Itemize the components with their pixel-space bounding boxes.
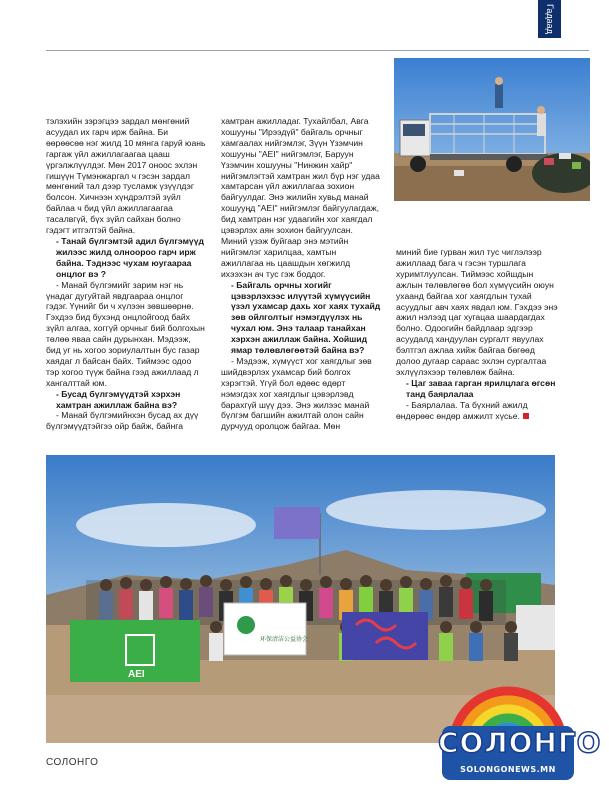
logo-wordmark: СОЛОНГО <box>438 726 602 759</box>
end-mark-icon <box>523 413 529 419</box>
paragraph: миний бие гурван жил тус чиглэлээр ажиллаад багa ч гэсэн туршлага хуримтлуулсан. Тиймээс хойшдын ажлын төлөвлөгөө бол хүмүүсийн оюун ухаанд байгаа хог хаягдлын тухай асуудлыг авч хаях явдал юм. Гэхдээ энэ ажил нэлээд цаг хугацаа шаардагдах болно. Одоогийн байдлаар эдгээр асуудалд хандуулан сургалт явуулах бэлтгэл ажлаа хийж байгаа бөгөөд долоо дугаар сараас эхлэн сургалтаа эхлүүлэхээр төлөвлөж байна. <box>396 247 558 377</box>
paragraph <box>396 400 560 422</box>
paragraph: - Манай бүлгэмийг зарим нэг нь үнадаг дугуйтай явдгаараа онцлог гэдэг. Үүнийг би ч хүлээн зөвшөөрнө. Гэхдээ бид бухэнд онцлойгоод байх зүйл алгаа, хоггүй орчныг бий болгохын төлөө явaa сайн дурынхан. Мэдээж, бид уг нь хогоо зориулалтын бус газар хаядаг л байсан байх. Тиймээс одоо тэр хогоо түүж байна гээд ажиллаад л хангалттай юм. <box>46 279 205 388</box>
banner-right <box>342 612 428 660</box>
paragraph: - Мэдээж, хүмүүст хог хаягдлыг зөв шийдвэрлэх ухамсар бий болгох хэрэгтэй. Үгүй бол өдөөс өдөрт нэмэгдэх хог хаягдлыг цэвэрлэвд барахгүй шүү дээ. Энэ жилээс манай бүлгэм багшийн ажилтай олон сайн дурчууд оролцож байгаа. Мөн <box>221 355 372 432</box>
banner-center-text: 环保清洁公益协会 <box>260 636 309 643</box>
paragraph: хамтран ажилладаг. Тухайлбал, Авга хошууны "Ирээдүй" байгаль орчныг хамгаалах нийгэмлэг, Зүүн Үзэмчин хошууны "АЕІ" нийгэмлэг, Баруун Үзэмчин хошууны "Нинжин хайр" нийгэмлэгтэй хамтран жил бүр нэг удаа хамтарсан үйл ажиллагаа зохион байгуулдаг. Энэ жилийн хувьд манай хошууңд "АЕІ" нийгэмлэг байгуулагдаж, бид хамтран нэг удаагийн хог хаягдал цэвэрлэх аян зохион байгуулсан. Миний үзэж буйгаар энэ мэтийн нийгэмлэг харилцаа, хамтын ажиллагаа нь цаашдын хөгжилд ихээхэн ач тус гэж боддог. <box>221 116 380 279</box>
section-tab: Гадаад <box>538 0 561 38</box>
top-rule <box>46 50 589 51</box>
banner-left-text: AEI <box>128 669 145 680</box>
footer-magazine-name: СОЛОНГО <box>46 757 99 768</box>
logo-url: SOLONGONEWS.MN <box>460 765 556 774</box>
text-column-1 <box>46 116 206 432</box>
paragraph: - Манай бүлгэмийнхэн бусад ах дүү бүлгэмүүдтэйгээ ойр байж, байнга <box>46 410 199 432</box>
photo-truck-illustration <box>394 58 590 201</box>
solongo-logo <box>438 676 602 784</box>
photo-truck <box>394 58 590 201</box>
banner-left <box>70 620 200 682</box>
question: - Байгаль орчны хогийг цэвэрлэхээс илүүтэй хүмүүсийн үзэл ухамсар дахь хог хаях тухайд зөв ойлголтыг нэмэгдүүлэх нь чухал юм. Энэ талаар танайхан хэрхэн ажиллаж байна. Хойшид ямар төлөвлөгөөтэй байна вэ? <box>231 279 381 356</box>
question: - Цаг заваа гарган ярилцлага өгсөн танд баярлалаа <box>406 377 556 399</box>
banner-center <box>224 603 308 655</box>
text-column-3 <box>396 247 560 422</box>
closing-text: - Баярлалаа. Та бүхний ажилд өндөрөөс өндөр амжилт хүсье. <box>396 399 528 421</box>
text-column-2 <box>221 116 381 432</box>
question: - Танай бүлгэмтэй адил бүлгэмүүд жилээс жилд олноороо гарч ирж байна. Тэднээс чухам юугаараа онцлог вэ ? <box>56 235 204 279</box>
question: - Бусад бүлгэмүүдтэй хэрхэн хамтран ажиллаж байна вэ? <box>56 388 181 410</box>
paragraph: тэлэхийн зэрэгцээ зардал мөнгөний асуудал их гарч ирж байна. Би өөрөөсөө нэг жилд 10 мянга гаруй юань гаргаж үйл ажиллагаагаа цааш үргэлжлүүлдэг. Мөн 2017 оноос эхлэн гишүүн Түмэнжаргал ч гэсэн зардал мөнгөний тал дээр тусламж үзүүлдэг болсон. Хичнээн хүндрэлтэй зүйл байлаа ч бид үйл ажиллагаагаа тасалвгүй, бүх зүйл сайхан болно гэдэгт итгэлтэй байна. <box>46 116 206 236</box>
